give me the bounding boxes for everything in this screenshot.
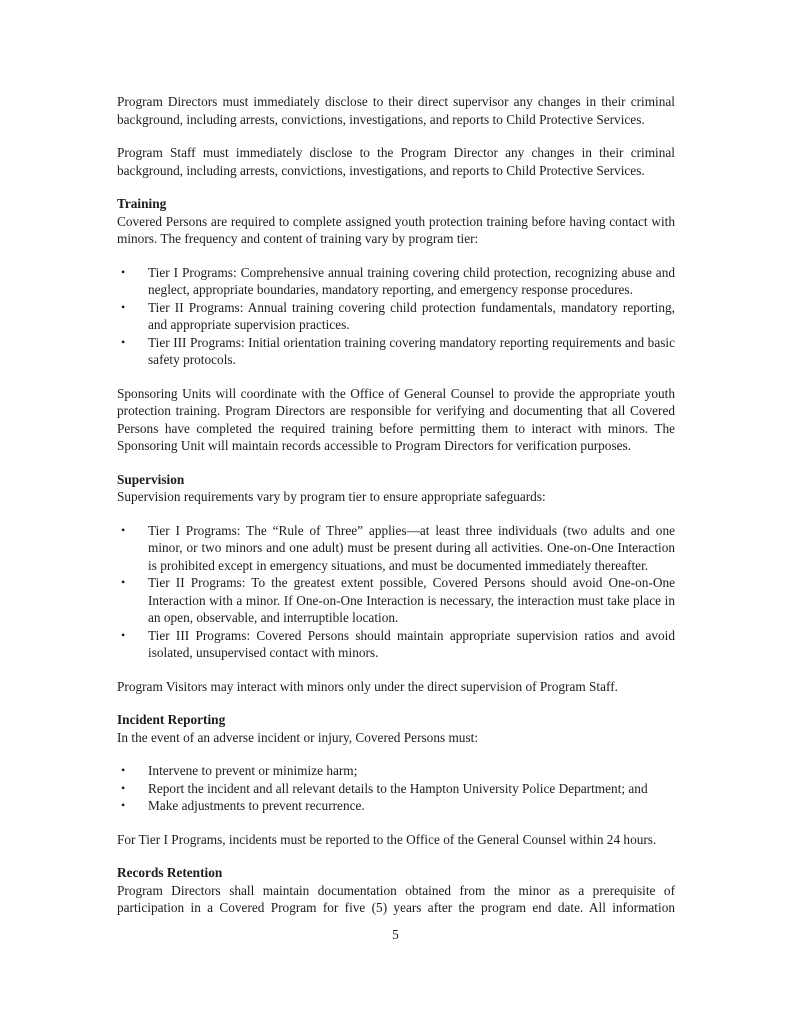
- bullet-text: Report the incident and all relevant details to the Hampton University Police Department; and: [148, 780, 648, 796]
- list-item: [121, 334, 675, 369]
- list-item: [121, 264, 675, 299]
- records-retention-paragraph: Program Directors shall maintain documentation obtained from the minor as a prerequisite of participation in a Covered Program for five (5) years after the program end date. All information: [117, 882, 675, 915]
- bullet-text: Tier III Programs: Initial orientation training covering mandatory reporting requirements and basic safety protocols.: [148, 334, 675, 367]
- list-item: [121, 522, 675, 575]
- bullet-icon: •: [121, 299, 126, 314]
- bullet-icon: •: [121, 522, 126, 537]
- section-heading-incident-reporting: Incident Reporting: [117, 712, 226, 727]
- paragraph-program-staff: Program Staff must immediately disclose to the Program Director any changes in their criminal background, including arrests, convictions, investigations, and reports to Child Protective Services.: [117, 145, 675, 178]
- bullet-text: Tier III Programs: Covered Persons should maintain appropriate supervision ratios and avoid isolated, unsupervised contact with minors.: [148, 627, 675, 660]
- training-outro-paragraph: Sponsoring Units will coordinate with the Office of General Counsel to provide the appropriate youth protection training. Program Directors are responsible for verifying and documenting that all Covered Persons have completed the required training before permitting them to interact with minors. The Sponsoring Unit will maintain records accessible to Program Directors for verification purposes.: [117, 385, 675, 453]
- bullet-icon: •: [121, 763, 126, 777]
- bullet-text: Make adjustments to prevent recurrence.: [148, 798, 365, 813]
- bullet-icon: •: [121, 575, 126, 589]
- supervision-outro-paragraph: Program Visitors may interact with minors only under the direct supervision of Program Staff.: [117, 678, 618, 694]
- training-intro-paragraph: Covered Persons are required to complete assigned youth protection training before having contact with minors. The frequency and content of training vary by program tier:: [117, 213, 675, 246]
- paragraph-program-directors: Program Directors must immediately disclose to their direct supervisor any changes in their criminal background, including arrests, convictions, investigations, and reports to Child Protective Services.: [117, 94, 675, 127]
- supervision-bullet-list: [117, 522, 675, 662]
- bullet-icon: •: [121, 627, 126, 642]
- list-item: [121, 299, 675, 334]
- bullet-text: Tier I Programs: Comprehensive annual training covering child protection, recognizing abuse and neglect, appropriate boundaries, mandatory reporting, and emergency response procedures.: [148, 264, 675, 297]
- section-heading-records-retention: Records Retention: [117, 865, 223, 880]
- list-item: [121, 762, 675, 780]
- page-number: 5: [392, 927, 399, 942]
- training-bullet-list: [117, 264, 675, 369]
- supervision-intro-paragraph: Supervision requirements vary by program tier to ensure appropriate safeguards:: [117, 489, 546, 504]
- incident-reporting-intro-paragraph: In the event of an adverse incident or injury, Covered Persons must:: [117, 729, 479, 745]
- bullet-text: Tier II Programs: Annual training covering child protection fundamentals, mandatory reporting, and appropriate supervision practices.: [148, 299, 675, 332]
- section-heading-training: Training: [117, 196, 167, 211]
- bullet-icon: •: [121, 798, 126, 812]
- document-content: [117, 93, 675, 933]
- list-item: [121, 627, 675, 662]
- section-heading-supervision: Supervision: [117, 471, 185, 487]
- list-item: [121, 797, 675, 815]
- list-item: [121, 574, 675, 627]
- list-item: [121, 780, 675, 798]
- incident-reporting-outro-paragraph: For Tier I Programs, incidents must be reported to the Office of the General Counsel within 24 hours.: [117, 831, 657, 847]
- bullet-text: Intervene to prevent or minimize harm;: [148, 763, 358, 778]
- bullet-icon: •: [121, 264, 126, 279]
- bullet-text: Tier II Programs: To the greatest extent possible, Covered Persons should avoid One-on-One Interaction with a minor. If One-on-One Interaction is necessary, the interaction must take place in an open, observable, and interruptible location.: [148, 575, 675, 625]
- bullet-icon: •: [121, 334, 126, 349]
- bullet-text: Tier I Programs: The “Rule of Three” applies—at least three individuals (two adults and one minor, or two minors and one adult) must be present during all activities. One-on-One Interaction is prohibited except in emergency situations, and must be documented immediately thereafter.: [148, 522, 675, 573]
- incident-reporting-bullet-list: [117, 762, 675, 815]
- bullet-icon: •: [121, 780, 126, 795]
